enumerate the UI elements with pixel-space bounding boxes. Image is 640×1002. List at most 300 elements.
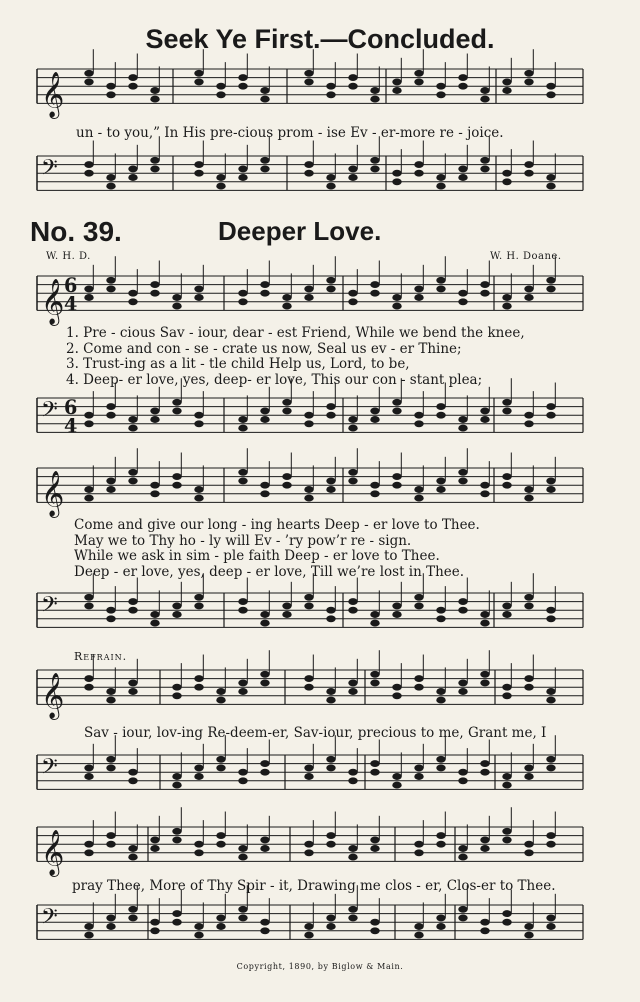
note-head xyxy=(458,607,467,614)
note-head xyxy=(458,165,467,172)
note-head xyxy=(194,764,203,771)
bass-clef: 𝄢 xyxy=(41,592,58,623)
note-head xyxy=(238,769,247,776)
note-head xyxy=(458,679,467,686)
note-head xyxy=(436,914,445,921)
verse-4-line-a: 4. Deep- er love, yes, deep- er love, This our con - stant plea; xyxy=(66,372,483,388)
note-head xyxy=(282,473,291,480)
note-head xyxy=(84,486,93,493)
note-head xyxy=(216,697,225,704)
note-head xyxy=(260,845,269,852)
note-head xyxy=(304,294,313,301)
note-head xyxy=(304,412,313,419)
note-head xyxy=(370,671,379,678)
note-head xyxy=(150,96,159,103)
note-head xyxy=(458,914,467,921)
note-head xyxy=(106,615,115,622)
note-head xyxy=(348,688,357,695)
note-head xyxy=(392,170,401,177)
treble-clef: 𝄞 xyxy=(41,470,65,517)
note-head xyxy=(414,841,423,848)
note-head xyxy=(392,473,401,480)
note-head xyxy=(458,598,467,605)
note-head xyxy=(326,688,335,695)
note-head xyxy=(194,294,203,301)
note-head xyxy=(436,607,445,614)
note-head xyxy=(150,290,159,297)
note-head xyxy=(304,773,313,780)
note-head xyxy=(84,285,93,292)
note-head xyxy=(546,91,555,98)
time-signature-bottom: 4 xyxy=(64,292,78,316)
note-head xyxy=(172,611,181,618)
hymn-title: Deeper Love. xyxy=(218,216,382,246)
note-head xyxy=(502,170,511,177)
note-head xyxy=(414,675,423,682)
note-head xyxy=(392,87,401,94)
note-head xyxy=(150,620,159,627)
note-head xyxy=(436,477,445,484)
note-head xyxy=(524,841,533,848)
note-head xyxy=(216,923,225,930)
note-head xyxy=(260,290,269,297)
note-head xyxy=(480,760,489,767)
note-head xyxy=(480,165,489,172)
note-head xyxy=(414,773,423,780)
note-head xyxy=(326,914,335,921)
note-head xyxy=(458,469,467,476)
note-head xyxy=(150,165,159,172)
note-head xyxy=(84,602,93,609)
note-head xyxy=(172,692,181,699)
note-head xyxy=(106,697,115,704)
note-head xyxy=(84,495,93,502)
note-head xyxy=(436,412,445,419)
note-head xyxy=(326,403,335,410)
note-head xyxy=(348,416,357,423)
note-head xyxy=(370,679,379,686)
note-head xyxy=(150,407,159,414)
verse-2-line-a: 2. Come and con - se - crate us now, Seal us ev - er Thine; xyxy=(66,341,462,357)
note-head xyxy=(128,607,137,614)
note-head xyxy=(326,91,335,98)
note-head xyxy=(524,684,533,691)
note-head xyxy=(194,841,203,848)
note-head xyxy=(304,932,313,939)
note-head xyxy=(106,403,115,410)
note-head xyxy=(128,777,137,784)
note-head xyxy=(172,773,181,780)
note-head xyxy=(502,87,511,94)
note-head xyxy=(238,598,247,605)
note-head xyxy=(194,495,203,502)
note-head xyxy=(326,277,335,284)
note-head xyxy=(238,854,247,861)
note-head xyxy=(150,836,159,843)
note-head xyxy=(546,697,555,704)
note-head xyxy=(172,407,181,414)
note-head xyxy=(194,602,203,609)
note-head xyxy=(106,183,115,190)
note-head xyxy=(326,607,335,614)
note-head xyxy=(238,477,247,484)
note-head xyxy=(480,620,489,627)
note-head xyxy=(392,178,401,185)
note-head xyxy=(128,769,137,776)
note-head xyxy=(106,688,115,695)
note-head xyxy=(150,845,159,852)
note-head xyxy=(502,482,511,489)
note-head xyxy=(84,170,93,177)
note-head xyxy=(172,684,181,691)
copyright-notice: Copyright, 1890, by Biglow & Main. xyxy=(236,962,404,971)
note-head xyxy=(546,486,555,493)
note-head xyxy=(304,602,313,609)
note-head xyxy=(414,412,423,419)
note-head xyxy=(458,416,467,423)
note-head xyxy=(480,836,489,843)
note-head xyxy=(524,420,533,427)
note-head xyxy=(480,490,489,497)
verse-1-line-a: 1. Pre - cious Sav - iour, dear - est Friend, While we bend the knee, xyxy=(66,325,525,341)
verse-3-line-a: 3. Trust-ing as a lit - tle child Help us, Lord, to be, xyxy=(66,356,410,372)
note-head xyxy=(238,845,247,852)
note-head xyxy=(392,692,401,699)
note-head xyxy=(392,602,401,609)
note-head xyxy=(546,403,555,410)
note-head xyxy=(392,482,401,489)
note-head xyxy=(480,407,489,414)
note-head xyxy=(194,594,203,601)
note-head xyxy=(304,764,313,771)
note-head xyxy=(326,832,335,839)
note-head xyxy=(502,919,511,926)
note-head xyxy=(370,490,379,497)
note-head xyxy=(480,96,489,103)
note-head xyxy=(216,183,225,190)
note-head xyxy=(326,841,335,848)
note-head xyxy=(194,285,203,292)
note-head xyxy=(128,679,137,686)
note-head xyxy=(304,684,313,691)
note-head xyxy=(524,486,533,493)
note-head xyxy=(436,183,445,190)
note-head xyxy=(194,412,203,419)
note-head xyxy=(326,174,335,181)
bass-clef: 𝄢 xyxy=(41,904,58,935)
note-head xyxy=(524,923,533,930)
note-head xyxy=(128,290,137,297)
note-head xyxy=(260,490,269,497)
time-signature-bottom: 4 xyxy=(64,414,78,438)
note-head xyxy=(216,756,225,763)
treble-clef: 𝄞 xyxy=(41,829,65,876)
note-head xyxy=(458,174,467,181)
note-head xyxy=(392,78,401,85)
note-head xyxy=(436,91,445,98)
note-head xyxy=(370,165,379,172)
note-head xyxy=(216,764,225,771)
note-head xyxy=(414,78,423,85)
note-head xyxy=(216,91,225,98)
note-head xyxy=(524,675,533,682)
note-head xyxy=(326,183,335,190)
note-head xyxy=(348,854,357,861)
note-head xyxy=(260,87,269,94)
note-head xyxy=(370,769,379,776)
note-head xyxy=(414,684,423,691)
note-head xyxy=(304,78,313,85)
note-head xyxy=(260,769,269,776)
note-head xyxy=(84,932,93,939)
note-head xyxy=(150,157,159,164)
note-head xyxy=(480,611,489,618)
note-head xyxy=(238,914,247,921)
note-head xyxy=(502,178,511,185)
note-head xyxy=(392,773,401,780)
note-head xyxy=(348,777,357,784)
note-head xyxy=(194,170,203,177)
note-head xyxy=(348,425,357,432)
note-head xyxy=(414,70,423,77)
note-head xyxy=(524,70,533,77)
note-head xyxy=(260,96,269,103)
note-head xyxy=(194,420,203,427)
note-head xyxy=(172,602,181,609)
note-head xyxy=(502,407,511,414)
note-head xyxy=(84,675,93,682)
note-head xyxy=(502,78,511,85)
note-head xyxy=(414,602,423,609)
note-head xyxy=(216,688,225,695)
note-head xyxy=(84,764,93,771)
note-head xyxy=(260,671,269,678)
note-head xyxy=(282,482,291,489)
note-head xyxy=(414,849,423,856)
note-head xyxy=(84,773,93,780)
note-head xyxy=(238,607,247,614)
note-head xyxy=(260,407,269,414)
note-head xyxy=(348,598,357,605)
note-head xyxy=(414,294,423,301)
note-head xyxy=(502,782,511,789)
note-head xyxy=(546,832,555,839)
note-head xyxy=(194,78,203,85)
refrain-label: Refrain. xyxy=(74,650,128,663)
note-head xyxy=(348,906,357,913)
note-head xyxy=(546,83,555,90)
note-head xyxy=(414,495,423,502)
note-head xyxy=(458,290,467,297)
note-head xyxy=(502,602,511,609)
treble-clef: 𝄞 xyxy=(41,71,65,118)
note-head xyxy=(172,482,181,489)
note-head xyxy=(524,285,533,292)
note-head xyxy=(370,87,379,94)
note-head xyxy=(128,416,137,423)
note-head xyxy=(502,692,511,699)
note-head xyxy=(194,923,203,930)
note-head xyxy=(84,849,93,856)
note-head xyxy=(172,910,181,917)
note-head xyxy=(84,684,93,691)
note-head xyxy=(172,836,181,843)
music-credit: W. H. Doane. xyxy=(490,251,562,262)
time-signature-top: 6 xyxy=(64,274,78,298)
note-head xyxy=(502,836,511,843)
note-head xyxy=(436,615,445,622)
note-head xyxy=(216,914,225,921)
note-head xyxy=(546,277,555,284)
note-head xyxy=(304,594,313,601)
note-head xyxy=(436,83,445,90)
note-head xyxy=(194,486,203,493)
note-head xyxy=(84,841,93,848)
note-head xyxy=(546,477,555,484)
note-head xyxy=(304,923,313,930)
note-head xyxy=(304,70,313,77)
note-head xyxy=(150,919,159,926)
note-head xyxy=(216,174,225,181)
note-head xyxy=(238,74,247,81)
note-head xyxy=(150,611,159,618)
hymn-number: No. 39. xyxy=(30,216,122,247)
verse-1-line-b: Come and give our long - ing hearts Deep - er love to Thee. xyxy=(74,517,480,533)
note-head xyxy=(84,70,93,77)
note-head xyxy=(282,602,291,609)
note-head xyxy=(216,832,225,839)
note-head xyxy=(106,412,115,419)
note-head xyxy=(106,841,115,848)
note-head xyxy=(150,416,159,423)
note-head xyxy=(304,841,313,848)
note-head xyxy=(546,688,555,695)
note-head xyxy=(128,598,137,605)
note-head xyxy=(326,923,335,930)
note-head xyxy=(370,611,379,618)
note-head xyxy=(436,841,445,848)
note-head xyxy=(414,420,423,427)
note-head xyxy=(106,285,115,292)
note-head xyxy=(106,832,115,839)
note-head xyxy=(238,777,247,784)
note-head xyxy=(260,620,269,627)
note-head xyxy=(546,285,555,292)
note-head xyxy=(436,403,445,410)
note-head xyxy=(370,760,379,767)
note-head xyxy=(502,399,511,406)
note-head xyxy=(326,756,335,763)
note-head xyxy=(238,298,247,305)
note-head xyxy=(436,697,445,704)
verse-2-line-b: May we to Thy ho - ly will Ev - ’ry pow’r re - sign. xyxy=(74,533,412,549)
note-head xyxy=(436,764,445,771)
note-head xyxy=(260,836,269,843)
note-head xyxy=(106,914,115,921)
note-head xyxy=(106,174,115,181)
note-head xyxy=(260,157,269,164)
note-head xyxy=(326,764,335,771)
note-head xyxy=(348,298,357,305)
note-head xyxy=(304,849,313,856)
note-head xyxy=(194,675,203,682)
note-head xyxy=(150,87,159,94)
note-head xyxy=(128,854,137,861)
note-head xyxy=(128,906,137,913)
note-head xyxy=(238,83,247,90)
note-head xyxy=(480,482,489,489)
note-head xyxy=(194,161,203,168)
note-head xyxy=(260,760,269,767)
note-head xyxy=(348,679,357,686)
note-head xyxy=(348,74,357,81)
note-head xyxy=(458,777,467,784)
note-head xyxy=(348,290,357,297)
note-head xyxy=(480,919,489,926)
note-head xyxy=(480,845,489,852)
note-head xyxy=(480,679,489,686)
note-head xyxy=(348,477,357,484)
note-head xyxy=(128,174,137,181)
note-head xyxy=(480,671,489,678)
note-head xyxy=(392,399,401,406)
note-head xyxy=(238,469,247,476)
note-head xyxy=(304,285,313,292)
note-head xyxy=(260,416,269,423)
note-head xyxy=(480,281,489,288)
note-head xyxy=(106,764,115,771)
bass-clef: 𝄢 xyxy=(41,155,58,186)
note-head xyxy=(172,782,181,789)
note-head xyxy=(238,174,247,181)
note-head xyxy=(370,407,379,414)
note-head xyxy=(194,932,203,939)
note-head xyxy=(458,74,467,81)
note-head xyxy=(84,161,93,168)
note-head xyxy=(194,70,203,77)
note-head xyxy=(128,83,137,90)
note-head xyxy=(282,611,291,618)
note-head xyxy=(436,285,445,292)
note-head xyxy=(282,399,291,406)
note-head xyxy=(238,679,247,686)
verse-3-line-b: While we ask in sim - ple faith Deep - er love to Thee. xyxy=(74,548,440,564)
note-head xyxy=(128,914,137,921)
note-head xyxy=(480,416,489,423)
note-head xyxy=(502,294,511,301)
note-head xyxy=(436,277,445,284)
note-head xyxy=(348,845,357,852)
note-head xyxy=(524,170,533,177)
note-head xyxy=(106,91,115,98)
note-head xyxy=(260,281,269,288)
note-head xyxy=(502,611,511,618)
treble-clef: 𝄞 xyxy=(41,278,65,325)
note-head xyxy=(458,854,467,861)
note-head xyxy=(414,932,423,939)
note-head xyxy=(458,769,467,776)
note-head xyxy=(524,78,533,85)
note-head xyxy=(436,923,445,930)
note-head xyxy=(370,620,379,627)
note-head xyxy=(128,165,137,172)
note-head xyxy=(502,684,511,691)
note-head xyxy=(524,602,533,609)
note-head xyxy=(238,290,247,297)
note-head xyxy=(480,290,489,297)
note-head xyxy=(414,594,423,601)
note-head xyxy=(150,927,159,934)
